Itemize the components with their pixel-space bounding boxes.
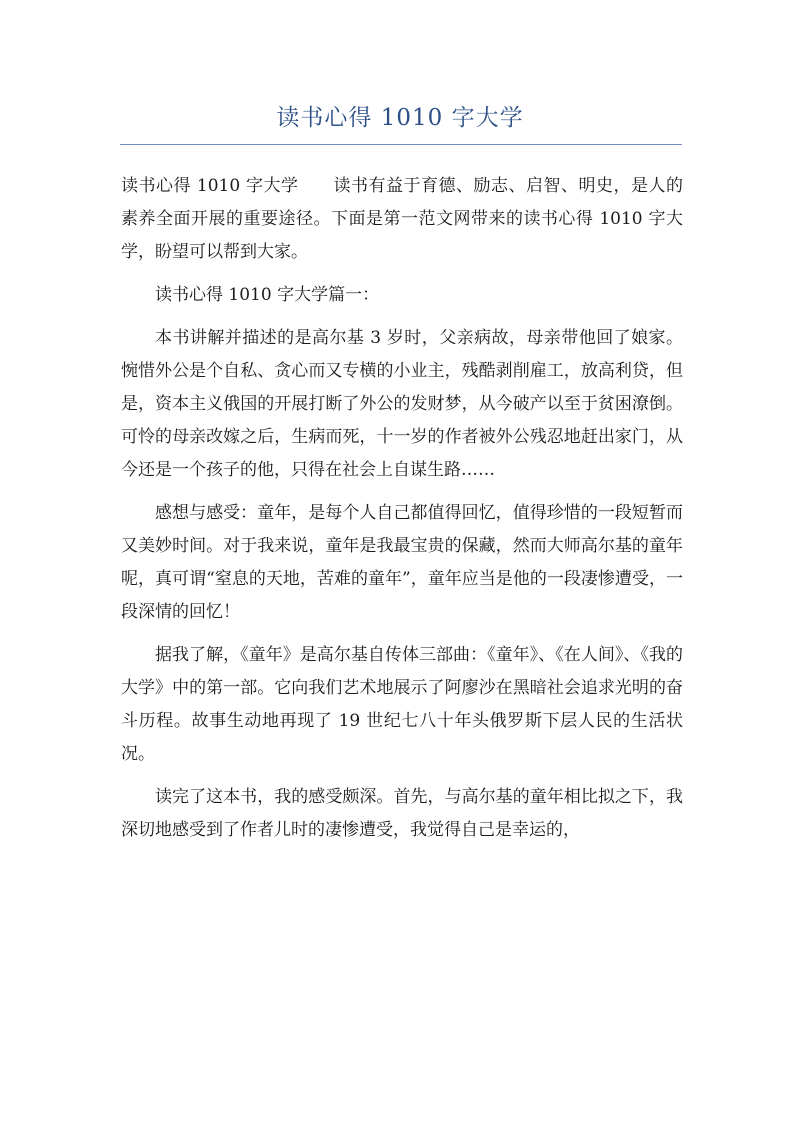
document-title: 读书心得 1010 字大学 bbox=[276, 105, 524, 131]
section-heading: 读书心得 1010 字大学篇一： bbox=[155, 285, 380, 305]
body-paragraph: 感想与感受：童年，是每个人自己都值得回忆，值得珍惜的一段短暂而又美妙时间。对于我来说，童年是我最宝贵的保藏，然而大师高尔基的童年呢，真可谓“窒息的天地，苦难的童年”，童年应当是他的一段凄惨遭受，一段深情的回忆！ bbox=[121, 503, 683, 622]
document-body bbox=[121, 170, 683, 857]
body-paragraph: 本书讲解并描述的是高尔基 3 岁时，父亲病故，母亲带他回了娘家。惋惜外公是个自私、贪心而又专横的小业主，残酷剥削雇工，放高利贷，但是，资本主义俄国的开展打断了外公的发财梦，从今破产以至于贫困潦倒。可怜的母亲改嫁之后，生病而死，十一岁的作者被外公残忍地赶出家门，从今还是一个孩子的他，只得在社会上自谋生路…… bbox=[121, 328, 683, 480]
intro-paragraph: 读书心得 1010 字大学 读书有益于育德、励志、启智、明史，是人的素养全面开展的重要途径。下面是第一范文网带来的读书心得 1010 字大学，盼望可以帮到大家。 bbox=[121, 176, 683, 262]
title-divider bbox=[120, 144, 682, 145]
body-paragraph: 读完了这本书，我的感受颇深。首先，与高尔基的童年相比拟之下，我深切地感受到了作者儿时的凄惨遭受，我觉得自己是幸运的， bbox=[121, 787, 683, 840]
body-paragraph: 据我了解，《童年》是高尔基自传体三部曲：《童年》、《在人间》、《我的大学》中的第一部。它向我们艺术地展示了阿廖沙在黑暗社会追求光明的奋斗历程。故事生动地再现了 19 世纪七八十年头俄罗斯下层人民的生活状况。 bbox=[121, 645, 683, 764]
